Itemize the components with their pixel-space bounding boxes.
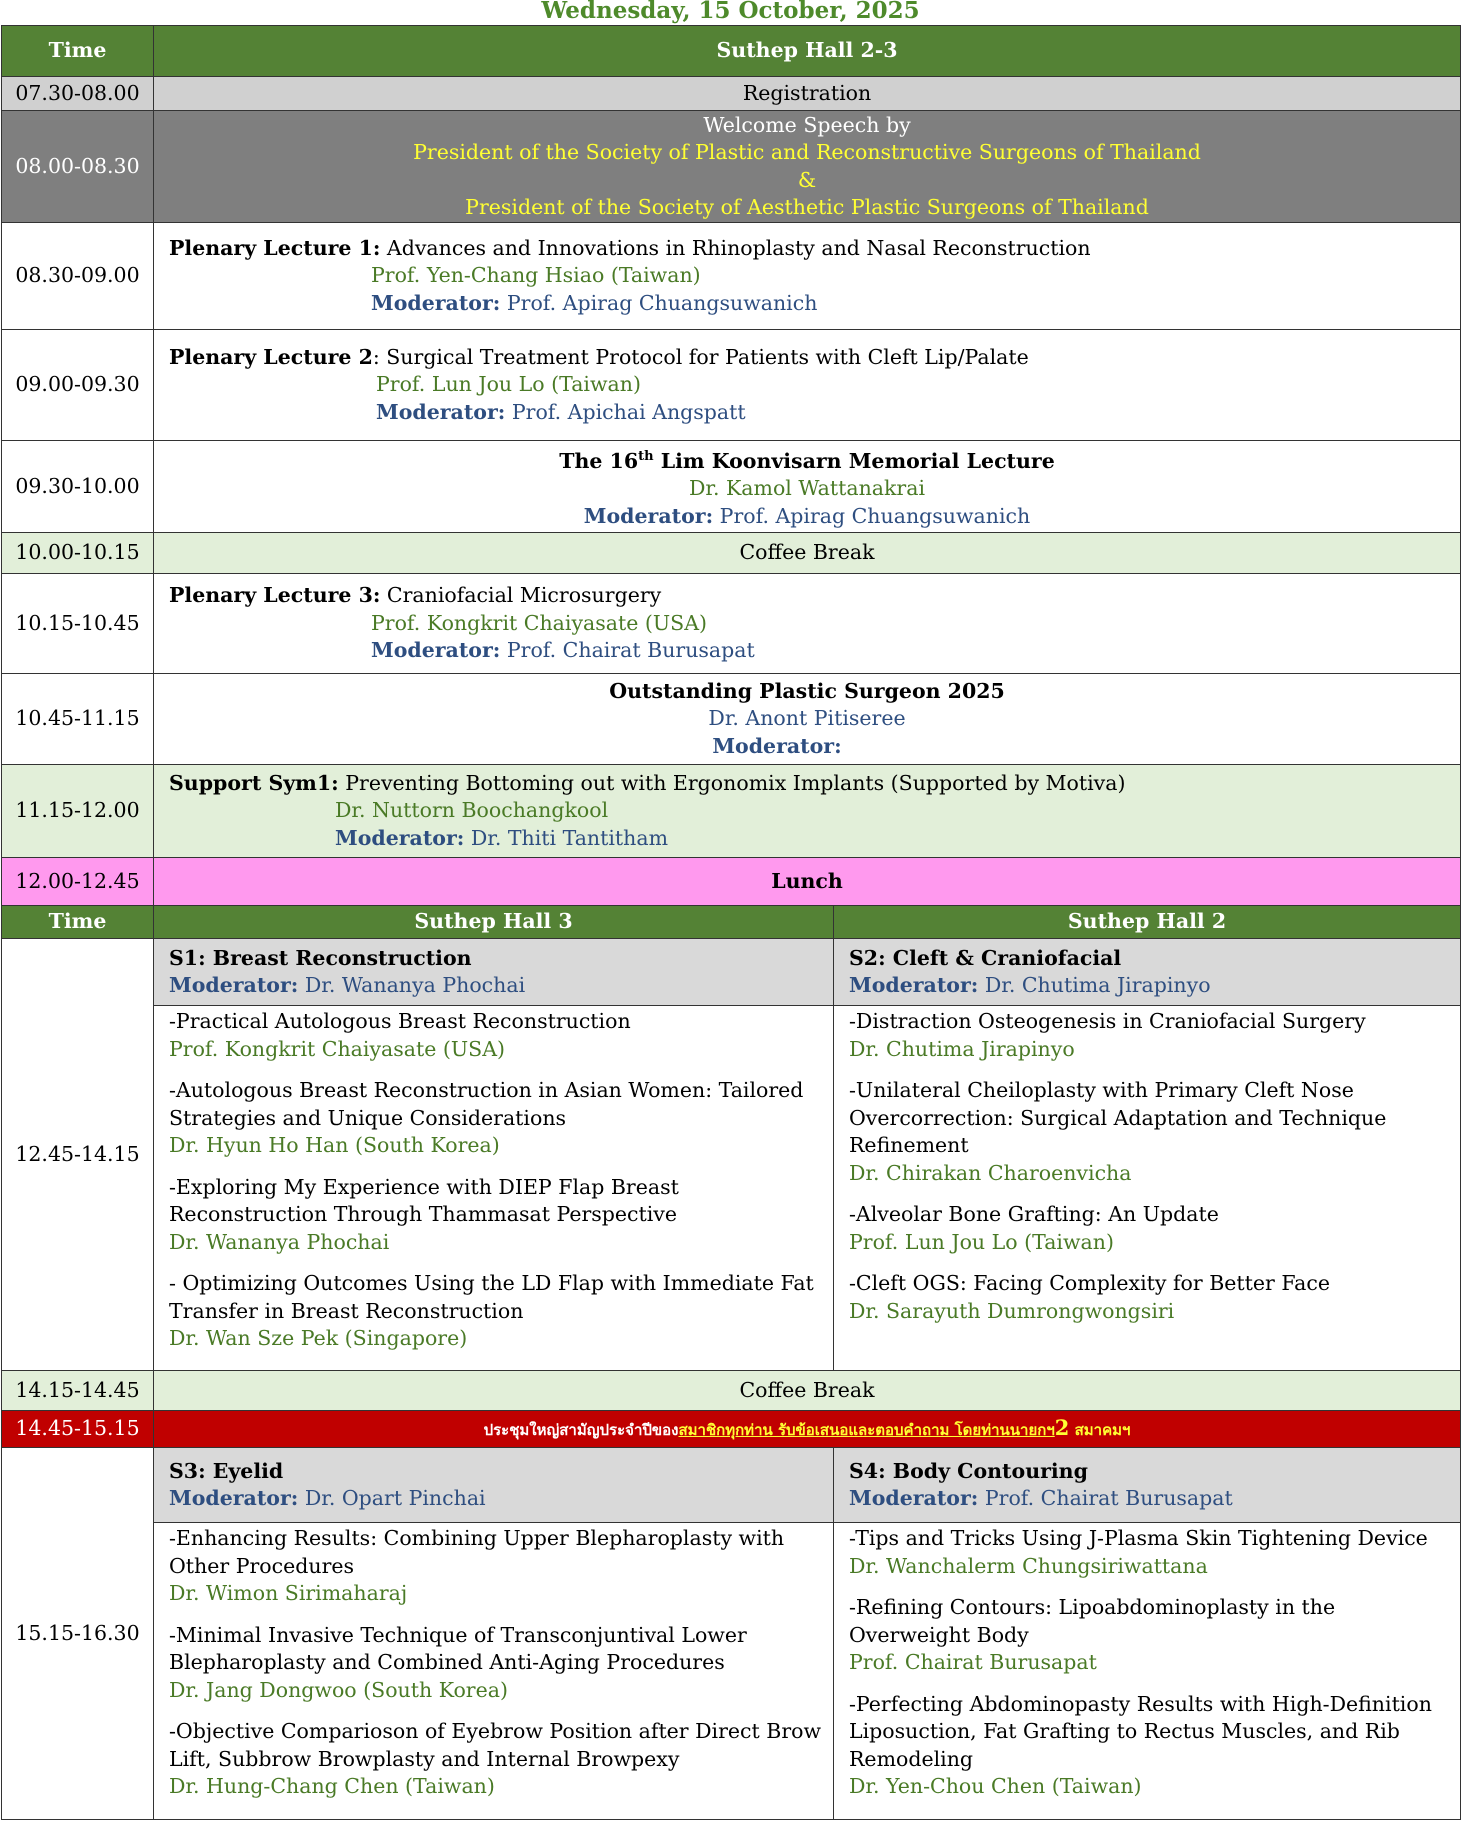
plenary3-cell <box>154 574 1461 674</box>
welcome-president-1: President of the Society of Plastic and Reconstructive Surgeons of Thailand <box>413 140 1201 164</box>
agenda-table <box>1 25 1461 1820</box>
time-cell: 14.45-15.15 <box>2 1411 154 1448</box>
time-cell: 10.45-11.15 <box>2 674 154 765</box>
header-hall-left: Suthep Hall 3 <box>154 906 834 939</box>
session-moderator: Dr. Chutima Jirapinyo <box>978 973 1211 997</box>
session-title: S2: Cleft & Craniofacial <box>849 945 1122 970</box>
time-cell: 14.15-14.45 <box>2 1371 154 1411</box>
plenary1-speaker: Prof. Yen-Chang Hsiao (Taiwan) <box>371 263 701 288</box>
support-sym-cell <box>154 765 1461 858</box>
plenary2-speaker: Prof. Lun Jou Lo (Taiwan) <box>376 372 641 397</box>
session-title: S1: Breast Reconstruction <box>169 945 472 970</box>
memorial-title: The 16th Lim Koonvisarn Memorial Lecture <box>559 448 1055 473</box>
time-cell: 07.30-08.00 <box>2 77 154 111</box>
talk-speaker: Prof. Chairat Burusapat <box>849 1650 1097 1674</box>
talk-speaker: Dr. Sarayuth Dumrongwongsiri <box>849 1298 1175 1323</box>
session-s1-talks <box>154 1006 834 1371</box>
support-sym-label: Support Sym1: <box>169 770 339 795</box>
outstanding-row <box>2 674 1461 765</box>
page-title: Wednesday, 15 October, 2025 <box>541 0 920 24</box>
welcome-cell <box>154 111 1461 223</box>
talk-speaker: Dr. Wimon Sirimaharaj <box>169 1581 408 1605</box>
plenary3-label: Plenary Lecture 3: <box>169 583 381 608</box>
talk-item <box>849 1077 1460 1187</box>
talk-title: -Practical Autologous Breast Reconstruction <box>169 1009 631 1033</box>
session-moderator: Dr. Opart Pinchai <box>298 1486 486 1510</box>
talk-speaker: Dr. Chutima Jirapinyo <box>849 1036 1075 1061</box>
time-cell: 11.15-12.00 <box>2 765 154 858</box>
outstanding-speaker: Dr. Anont Pitiseree <box>708 706 906 731</box>
talk-speaker: Dr. Wananya Phochai <box>169 1229 390 1254</box>
talk-title: - Optimizing Outcomes Using the LD Flap with Immediate Fat Transfer in Breast Reconstruction <box>169 1271 814 1323</box>
session-title: S4: Body Contouring <box>849 1458 1088 1483</box>
coffee-break-row <box>2 1371 1461 1411</box>
support-sym-row <box>2 765 1461 858</box>
talk-title: -Autologous Breast Reconstruction in Asian Women: Tailored Strategies and Unique Considerations <box>169 1078 804 1130</box>
memorial-moderator: Prof. Apirag Chuangsuwanich <box>713 503 1031 528</box>
talk-item <box>849 1691 1460 1801</box>
moderator-label: Moderator: <box>583 503 714 528</box>
coffee-break-text: Coffee Break <box>154 533 1461 574</box>
session-s2-talks <box>834 1006 1461 1371</box>
talk-title: -Tips and Tricks Using J-Plasma Skin Tightening Device <box>849 1526 1428 1550</box>
session-s3-header <box>154 1448 834 1523</box>
header-row-2 <box>2 906 1461 939</box>
registration-row <box>2 77 1461 111</box>
talk-item <box>169 1622 833 1705</box>
session-s4-talks <box>834 1523 1461 1820</box>
talk-title: -Objective Comparioson of Eyebrow Position after Direct Brow Lift, Subbrow Browplasty and Internal Browpexy <box>169 1719 822 1771</box>
plenary1-title: Advances and Innovations in Rhinoplasty and Nasal Reconstruction <box>380 235 1091 260</box>
talk-item <box>169 1525 833 1608</box>
time-cell: 08.30-09.00 <box>2 223 154 330</box>
memorial-cell <box>154 441 1461 533</box>
talk-title: -Perfecting Abdominopasty Results with High-Definition Liposuction, Fat Grafting to Rectus Muscles, and Rib Remodeling <box>849 1691 1432 1771</box>
moderator-label: Moderator: <box>712 733 842 758</box>
session-talks-row <box>2 1006 1461 1371</box>
talk-title: -Unilateral Cheiloplasty with Primary Cleft Nose Overcorrection: Surgical Adaptation and Technique Refinement <box>849 1078 1387 1157</box>
general-meeting-row <box>2 1411 1461 1448</box>
moderator-label: Moderator: <box>335 825 465 850</box>
talk-speaker: Prof. Lun Jou Lo (Taiwan) <box>849 1229 1114 1254</box>
talk-item <box>849 1270 1460 1325</box>
talk-item <box>169 1174 833 1257</box>
plenary3-moderator: Prof. Chairat Burusapat <box>500 638 755 663</box>
session-s4-header <box>834 1448 1461 1523</box>
talk-item <box>169 1718 833 1801</box>
plenary3-speaker: Prof. Kongkrit Chaiyasate (USA) <box>371 610 708 635</box>
plenary1-cell <box>154 223 1461 330</box>
header-time: Time <box>2 906 154 939</box>
talk-speaker: Dr. Hyun Ho Han (South Korea) <box>169 1133 500 1157</box>
lunch-row <box>2 858 1461 906</box>
talk-title: -Enhancing Results: Combining Upper Blepharoplasty with Other Procedures <box>169 1526 785 1578</box>
coffee-break-text: Coffee Break <box>154 1371 1461 1411</box>
time-cell: 08.00-08.30 <box>2 111 154 223</box>
time-cell: 12.45-14.15 <box>2 939 154 1371</box>
lunch-text: Lunch <box>154 858 1461 906</box>
welcome-ampersand: & <box>797 167 817 192</box>
time-cell: 09.30-10.00 <box>2 441 154 533</box>
plenary2-cell <box>154 330 1461 441</box>
welcome-line: Welcome Speech by <box>703 112 911 137</box>
talk-title: -Cleft OGS: Facing Complexity for Better Face <box>849 1271 1330 1295</box>
outstanding-cell <box>154 674 1461 765</box>
session-s2-header <box>834 939 1461 1006</box>
talk-title: -Refining Contours: Lipoabdominoplasty in the Overweight Body <box>849 1595 1336 1647</box>
talk-item <box>849 1525 1460 1580</box>
talk-speaker: Dr. Wan Sze Pek (Singapore) <box>169 1326 468 1350</box>
session-title: S3: Eyelid <box>169 1458 284 1483</box>
time-cell: 15.15-16.30 <box>2 1448 154 1820</box>
header-hall: Suthep Hall 2-3 <box>154 26 1461 77</box>
moderator-label: Moderator: <box>849 1486 979 1510</box>
header-time: Time <box>2 26 154 77</box>
coffee-break-row <box>2 533 1461 574</box>
moderator-label: Moderator: <box>849 973 979 997</box>
talk-item <box>169 1270 833 1353</box>
plenary1-moderator: Prof. Apirag Chuangsuwanich <box>500 290 818 315</box>
session-talks-row <box>2 1523 1461 1820</box>
moderator-label: Moderator: <box>376 399 506 424</box>
talk-speaker: Dr. Hung-Chang Chen (Taiwan) <box>169 1774 495 1798</box>
plenary2-row <box>2 330 1461 441</box>
plenary2-moderator: Prof. Apichai Angspatt <box>505 399 746 424</box>
session-s3-talks <box>154 1523 834 1820</box>
talk-title: -Alveolar Bone Grafting: An Update <box>849 1202 1219 1226</box>
registration-text: Registration <box>154 77 1461 111</box>
talk-item <box>849 1201 1460 1256</box>
talk-title: -Minimal Invasive Technique of Transconjuntival Lower Blepharoplasty and Combined Anti-Aging Procedures <box>169 1622 747 1674</box>
talk-speaker: Dr. Jang Dongwoo (South Korea) <box>169 1677 508 1702</box>
time-cell: 09.00-09.30 <box>2 330 154 441</box>
session-moderator: Prof. Chairat Burusapat <box>978 1486 1233 1510</box>
support-sym-moderator: Dr. Thiti Tantitham <box>464 825 669 850</box>
talk-speaker: Dr. Wanchalerm Chungsiriwattana <box>849 1553 1208 1578</box>
talk-item <box>169 1008 833 1063</box>
plenary3-row <box>2 574 1461 674</box>
moderator-label: Moderator: <box>169 1486 299 1510</box>
memorial-row <box>2 441 1461 533</box>
session-header-row <box>2 939 1461 1006</box>
header-hall-right: Suthep Hall 2 <box>834 906 1461 939</box>
outstanding-title: Outstanding Plastic Surgeon 2025 <box>609 678 1005 703</box>
talk-speaker: Prof. Kongkrit Chaiyasate (USA) <box>169 1036 506 1061</box>
talk-item <box>849 1008 1460 1063</box>
plenary3-title: Craniofacial Microsurgery <box>380 583 662 608</box>
time-cell: 10.15-10.45 <box>2 574 154 674</box>
talk-item <box>169 1077 833 1160</box>
plenary2-label: Plenary Lecture 2 <box>169 344 373 369</box>
talk-title: -Distraction Osteogenesis in Craniofacial Surgery <box>849 1009 1366 1033</box>
talk-speaker: Dr. Yen-Chou Chen (Taiwan) <box>849 1774 1142 1798</box>
support-sym-speaker: Dr. Nuttorn Boochangkool <box>335 798 609 823</box>
session-header-row <box>2 1448 1461 1523</box>
plenary1-label: Plenary Lecture 1: <box>169 235 381 260</box>
moderator-label: Moderator: <box>169 973 299 997</box>
talk-speaker: Dr. Chirakan Charoenvicha <box>849 1160 1132 1185</box>
memorial-speaker: Dr. Kamol Wattanakrai <box>688 476 926 501</box>
welcome-president-2: President of the Society of Aesthetic Plastic Surgeons of Thailand <box>465 195 1149 219</box>
talk-title: -Exploring My Experience with DIEP Flap Breast Reconstruction Through Thammasat Perspective <box>169 1174 679 1226</box>
general-meeting-text: ประชุมใหญ่สามัญประจำปีของสมาชิกทุกท่าน รับข้อเสนอและตอบคำถาม โดยท่านนายกฯ2 สมาคมฯ <box>154 1411 1461 1448</box>
session-moderator: Dr. Wananya Phochai <box>298 973 526 997</box>
time-cell: 12.00-12.45 <box>2 858 154 906</box>
header-row <box>2 26 1461 77</box>
moderator-label: Moderator: <box>371 638 501 663</box>
session-s1-header <box>154 939 834 1006</box>
time-cell: 10.00-10.15 <box>2 533 154 574</box>
plenary2-title: : Surgical Treatment Protocol for Patients with Cleft Lip/Palate <box>372 344 1029 369</box>
welcome-row <box>2 111 1461 223</box>
plenary1-row <box>2 223 1461 330</box>
talk-item <box>849 1594 1460 1677</box>
support-sym-title: Preventing Bottoming out with Ergonomix Implants (Supported by Motiva) <box>338 770 1126 795</box>
moderator-label: Moderator: <box>371 290 501 315</box>
